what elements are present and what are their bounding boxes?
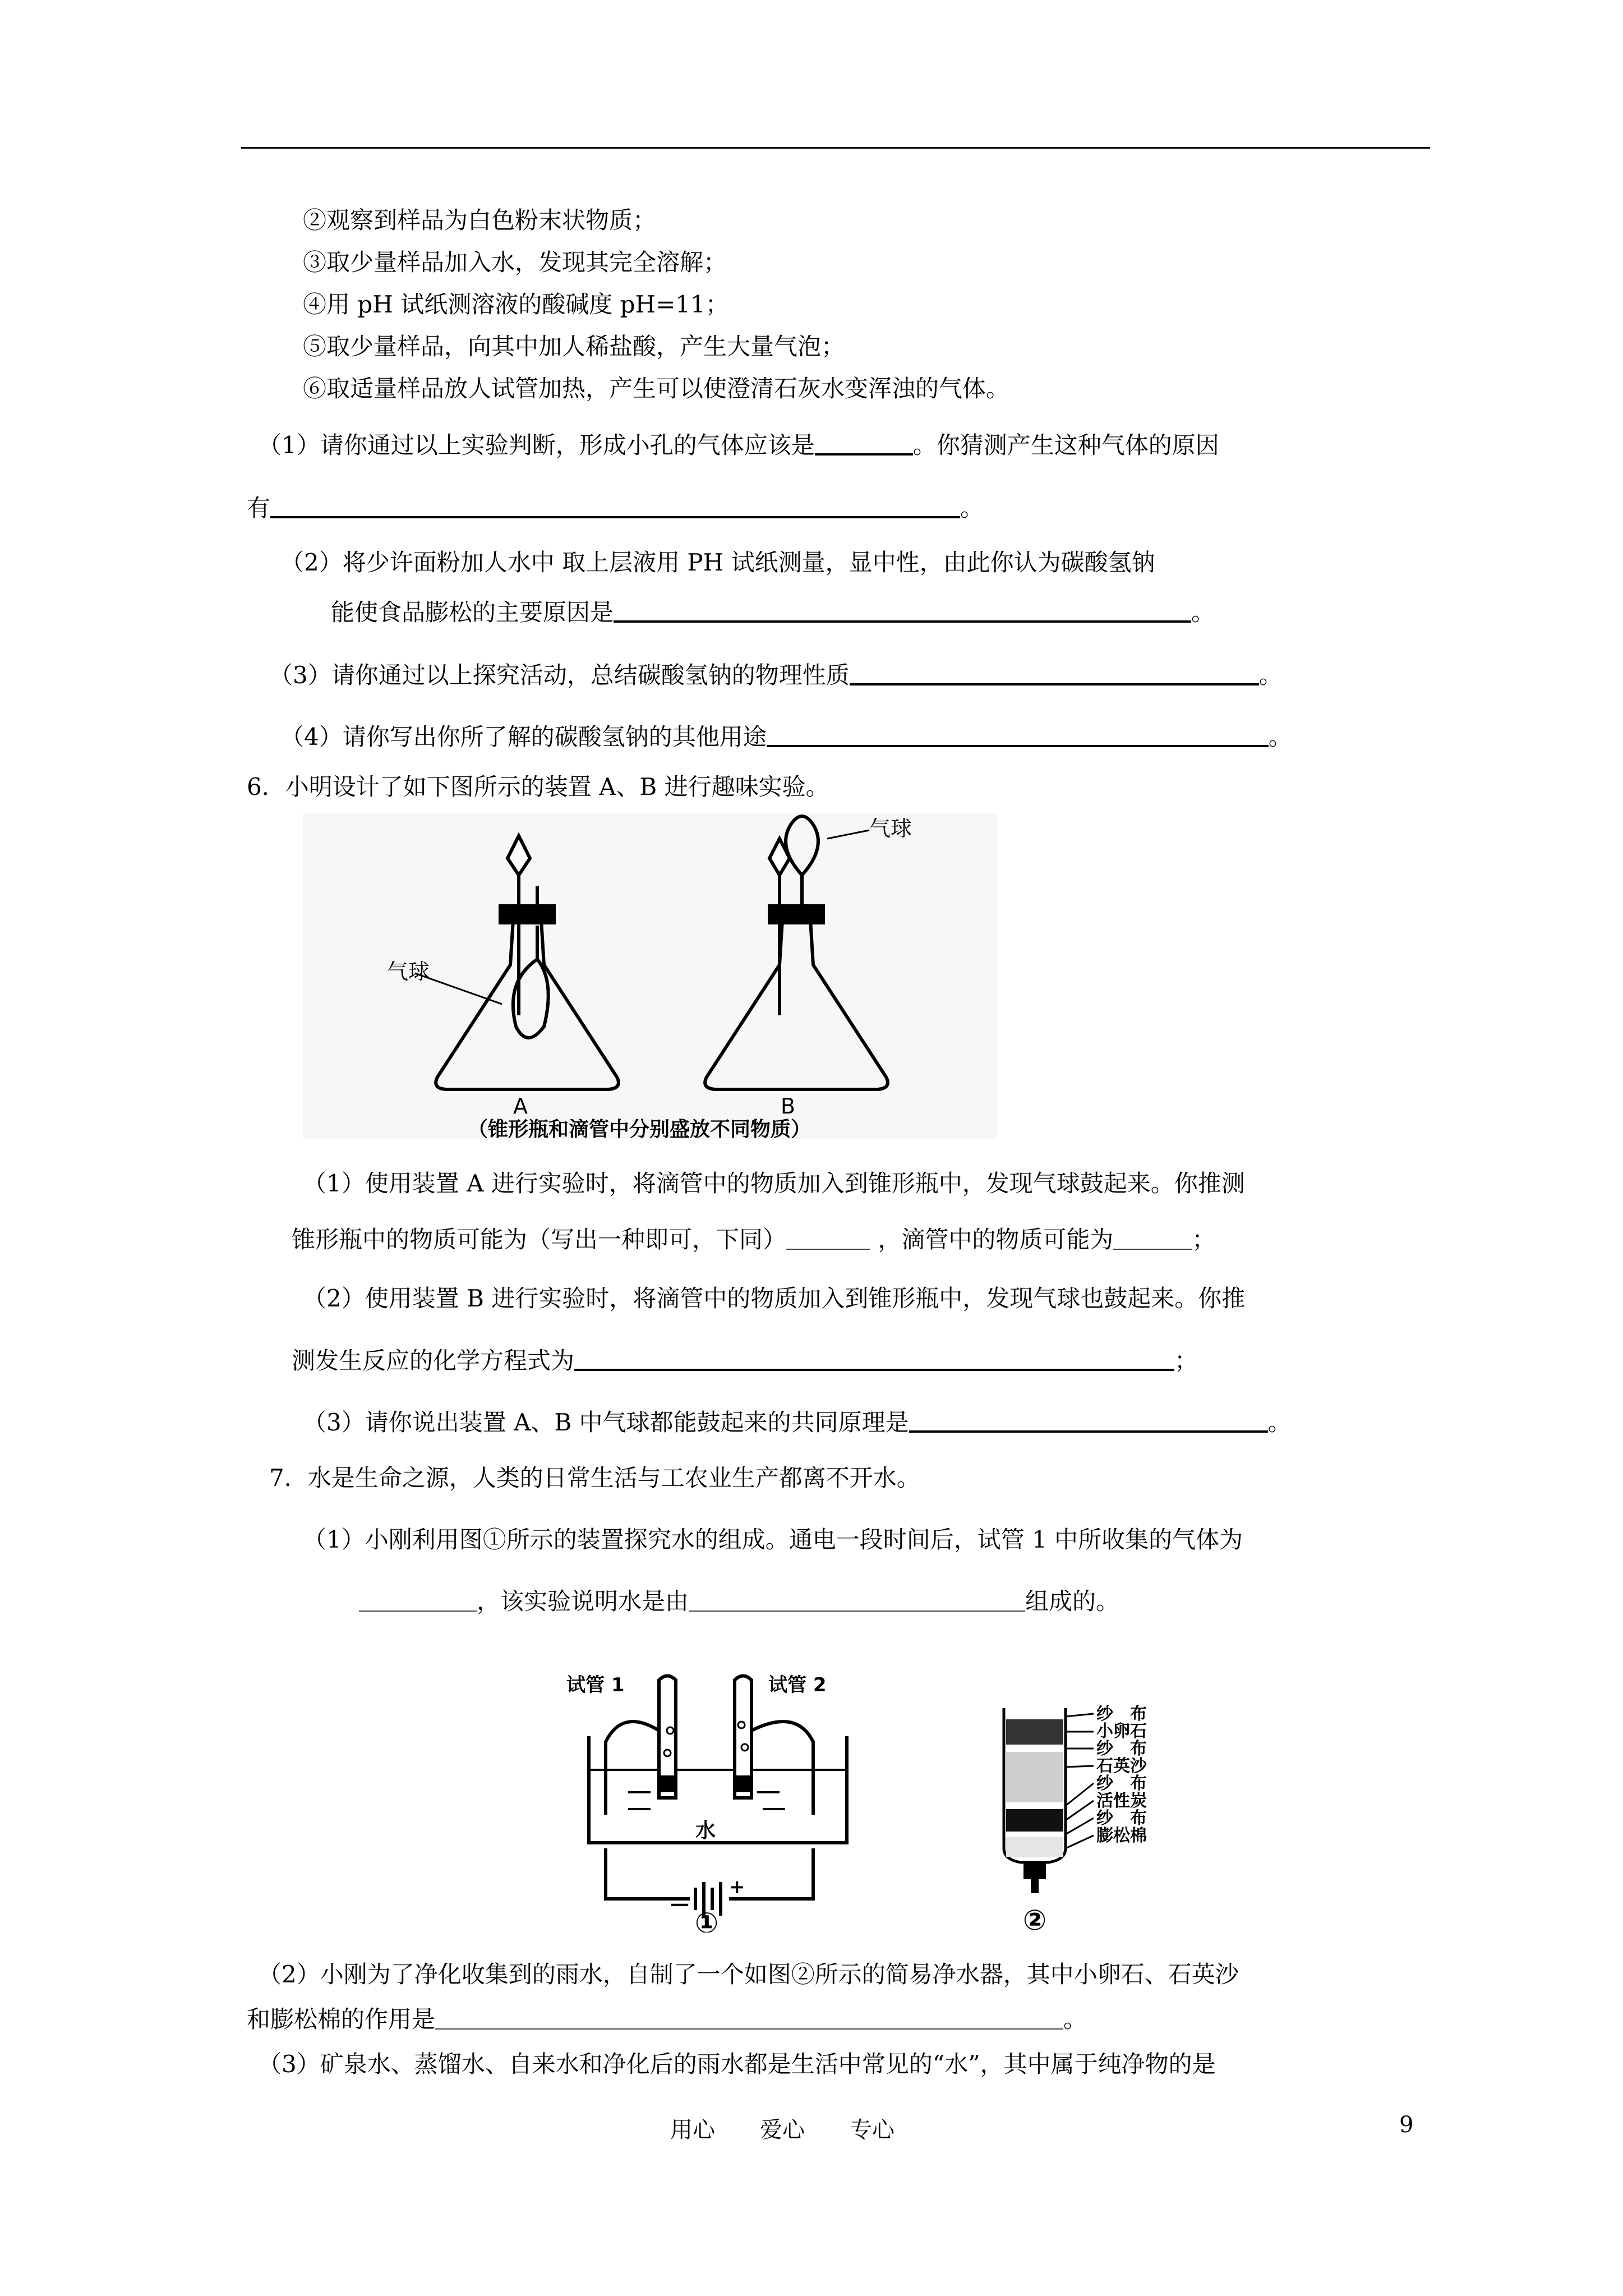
answer-blank[interactable] [850,661,1259,685]
punct: 。 [960,494,984,522]
tube-1-label: 试管 1 [566,1674,625,1696]
question-5-4 [280,723,1292,751]
answer-blank[interactable] [574,1346,1174,1371]
answer-blank[interactable] [270,494,960,518]
flask-b-label: B [780,1094,796,1119]
question-5-2: （2）将少许面粉加人水中 取上层液用 PH 试纸测量，显中性，由此你认为碳酸氢钠 [280,549,1155,576]
question-5-1 [258,431,1219,459]
answer-blank[interactable] [435,2006,1063,2030]
question-7-heading: 7．水是生命之源，人类的日常生活与工农业生产都离不开水。 [269,1464,920,1492]
question-text: ，滴管中的物质可能为 [878,1226,1114,1253]
flask-apparatus-figure [303,813,998,1139]
question-text: （1）请你通过以上实验判断，形成小孔的气体应该是 [258,431,815,459]
answer-blank[interactable] [614,598,1191,623]
punct: ； [1174,1347,1198,1374]
figure-caption: （锥形瓶和滴管中分别盛放不同物质） [467,1118,811,1139]
punct: 。 [1267,1409,1292,1436]
water-purifier-figure [993,1691,1200,1932]
question-text: （3）请你说出装置 A、B 中气球都能鼓起来的共同原理是 [303,1409,909,1436]
layer-label: 纱 布 [1096,1739,1147,1759]
answer-blank[interactable] [909,1408,1268,1433]
question-5-3 [269,661,1283,689]
observation-6: ⑥取适量样品放人试管加热，产生可以使澄清石灰水变浑浊的气体。 [303,375,1010,402]
question-text: 组成的。 [1025,1588,1120,1615]
water-label: 水 [695,1819,716,1842]
question-7-3: （3）矿泉水、蒸馏水、自来水和净化后的雨水都是生活中常见的“水”，其中属于纯净物的是 [258,2050,1216,2078]
question-text: （4）请你写出你所了解的碳酸氢钠的其他用途 [280,723,767,751]
electrolysis-figure [566,1663,875,1932]
observation-5: ⑤取少量样品，向其中加人稀盐酸，产生大量气泡； [303,333,845,360]
question-6-2-cont [292,1346,1198,1375]
page-number: 9 [1399,2112,1414,2138]
answer-blank[interactable] [689,1588,1025,1612]
observation-2: ②观察到样品为白色粉末状物质； [303,206,657,234]
observation-4: ④用 pH 试纸测溶液的酸碱度 pH=11； [303,291,729,318]
purifier-body [1004,1708,1066,1893]
question-7-1-cont [359,1588,1119,1616]
question-6-3 [303,1408,1292,1437]
question-text: 有 [247,494,271,522]
question-text: （3）请你通过以上探究活动，总结碳酸氢钠的物理性质 [269,661,850,689]
minus-label: — [670,1893,689,1915]
question-7-1: （1）小刚利用图①所示的装置探究水的组成。通电一段时间后，试管 1 中所收集的气体为 [303,1526,1243,1553]
electrode-2 [736,1775,750,1792]
question-7-2: （2）小刚为了净化收集到的雨水，自制了一个如图②所示的简易净水器，其中小卵石、石英沙 [258,1961,1239,1988]
observation-3: ③取少量样品加入水，发现其完全溶解； [303,249,727,276]
layer-label: 纱 布 [1096,1774,1147,1793]
question-5-1-cont [247,494,984,522]
plus-label: + [729,1876,745,1898]
answer-blank[interactable] [786,1226,870,1250]
figure-2-number: ② [1022,1904,1047,1932]
question-6-2: （2）使用装置 B 进行实验时，将滴管中的物质加入到锥形瓶中，发现气球也鼓起来。你推 [303,1285,1246,1312]
punct: 。 [1258,661,1283,689]
layer-leaders [1066,1714,1094,1848]
electrolysis-apparatus [589,1676,847,1916]
answer-blank[interactable] [1113,1226,1192,1250]
question-text: 和膨松棉的作用是 [247,2005,436,2033]
figure-1-number: ① [694,1907,719,1932]
punct: 。 [1268,723,1292,751]
question-7-2-cont [247,2005,1087,2033]
question-text: 。你猜测产生这种气体的原因 [912,431,1219,459]
layer-label: 石英沙 [1096,1756,1147,1776]
header-rule [241,147,1430,149]
layer-label: 膨松棉 [1096,1826,1147,1846]
balloon-label-a: 气球 [387,959,430,984]
flask-a-label: A [513,1094,528,1119]
punct: ； [1192,1226,1216,1253]
tube-2-label: 试管 2 [768,1674,827,1696]
layer-label: 纱 布 [1096,1704,1147,1724]
question-text: ，该实验说明水是由 [477,1588,689,1615]
question-text: 测发生反应的化学方程式为 [292,1347,575,1374]
punct: 。 [1191,599,1215,626]
punct: 。 [1063,2005,1087,2033]
answer-blank[interactable] [767,723,1269,747]
question-6-1: （1）使用装置 A 进行实验时，将滴管中的物质加入到锥形瓶中，发现气球鼓起来。你推测 [303,1170,1245,1197]
electrode-1 [661,1775,674,1792]
footer-motto: 用心 爱心 专心 [670,2117,895,2143]
question-text: 能使食品膨松的主要原因是 [331,599,614,626]
question-6-1-cont [292,1226,1215,1254]
layer-label: 活性炭 [1096,1791,1147,1811]
answer-blank[interactable] [815,431,913,455]
question-6-heading: 6．小明设计了如下图所示的装置 A、B 进行趣味实验。 [247,773,829,800]
answer-blank[interactable] [359,1588,477,1612]
layer-label: 小卵石 [1096,1722,1147,1741]
question-text: 锥形瓶中的物质可能为（写出一种即可，下同） [292,1226,787,1253]
balloon-label-b: 气球 [869,816,912,841]
layer-label: 纱 布 [1096,1809,1147,1828]
question-5-2-cont [331,598,1215,627]
